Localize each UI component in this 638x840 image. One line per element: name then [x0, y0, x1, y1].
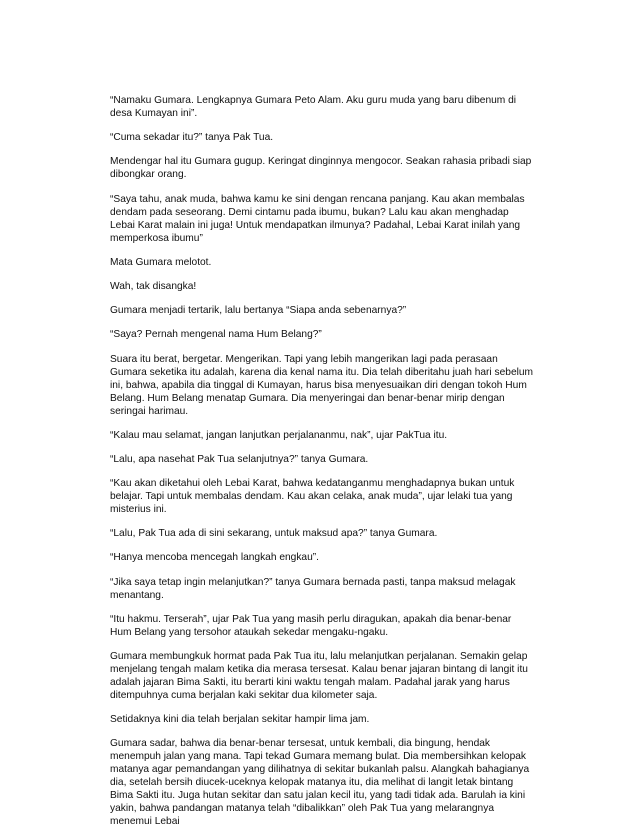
document-body: [110, 94, 535, 840]
paragraph: Mendengar hal itu Gumara gugup. Keringat dinginnya mengocor. Seakan rahasia pribadi siap dibongkar orang.: [110, 156, 532, 181]
paragraph: Mata Gumara melotot.: [110, 256, 212, 268]
paragraph: “Kau akan diketahui oleh Lebai Karat, bahwa kedatanganmu menghadapnya bukan untuk belajar. Tapi untuk membalas dendam. Kau akan celaka, anak muda”, ujar lelaki tua yang misterius ini.: [110, 478, 515, 516]
paragraph: “Kalau mau selamat, jangan lanjutkan perjalananmu, nak”, ujar PakTua itu.: [110, 429, 448, 441]
paragraph: “Saya? Pernah mengenal nama Hum Belang?”: [110, 329, 322, 341]
paragraph: “Jika saya tetap ingin melanjutkan?” tanya Gumara bernada pasti, tanpa maksud melagak menantang.: [110, 576, 516, 601]
paragraph: “Lalu, apa nasehat Pak Tua selanjutnya?” tanya Gumara.: [110, 453, 369, 465]
paragraph: Gumara membungkuk hormat pada Pak Tua itu, lalu melanjutkan perjalanan. Semakin gelap menjelang tengah malam ketika dia merasa tersesat. Kalau benar jajaran bintang di langit itu adalah jajaran Bima Sakti, itu berarti kini waktu tengah malam. Padahal jarak yang harus ditempuhnya cuma berjalan kaki sekitar dua kilometer saja.: [110, 651, 528, 701]
paragraph: Gumara sadar, bahwa dia benar-benar tersesat, untuk kembali, dia bingung, hendak menempuh jalan yang mana. Tapi tekad Gumara memang bulat. Dia membersihkan kelopak matanya agar pemandangan yang dilihatnya di sekitar bukanlah palsu. Alangkah bahagianya dia, setelah bersih diucek-uceknya kelopak matanya itu, dia melihat di langit letak bintang Bima Sakti itu. Juga hutan sekitar dan satu jalan kecil itu, yang tadi tidak ada. Barulah ia kini yakin, bahwa pandangan matanya telah “dibalikkan” oleh Pak Tua yang melarangnya menemui Lebai: [110, 738, 530, 828]
paragraph: Suara itu berat, bergetar. Mengerikan. Tapi yang lebih mangerikan lagi pada perasaan Gumara seketika itu adalah, karena dia kenal nama itu. Dia telah diberitahu juah hari sebelum ini, bahwa, apabila dia tinggal di Kumayan, harus bisa menyesuaikan diri dengan tokoh Hum Belang. Hum Belang menatap Gumara. Dia menyeringai dan benar-benar mirip dengan seringai harimau.: [110, 353, 534, 417]
paragraph: Gumara menjadi tertarik, lalu bertanya “Siapa anda sebenarnya?”: [110, 305, 407, 317]
paragraph: “Cuma sekadar itu?” tanya Pak Tua.: [110, 132, 274, 144]
paragraph: Wah, tak disangka!: [110, 280, 197, 292]
paragraph: “Hanya mencoba mencegah langkah engkau”.: [110, 552, 319, 564]
paragraph: “Saya tahu, anak muda, bahwa kamu ke sini dengan rencana panjang. Kau akan membalas dendam pada seseorang. Demi cintamu pada ibumu, bukan? Lalu kau akan menghadap Lebai Karat malain ini juga! Untuk mendapatkan ilmunya? Padahal, Lebai Karat inilah yang memperkosa ibumu”: [110, 193, 525, 244]
paragraph: “Lalu, Pak Tua ada di sini sekarang, untuk maksud apa?” tanya Gumara.: [110, 528, 438, 540]
paragraph: Setidaknya kini dia telah berjalan sekitar hampir lima jam.: [110, 714, 370, 726]
paragraph: “Itu hakmu. Terserah”, ujar Pak Tua yang masih perlu diragukan, apakah dia benar-benar Hum Belang yang tersohor ataukah sekedar mengaku-ngaku.: [110, 613, 512, 638]
paragraph: “Namaku Gumara. Lengkapnya Gumara Peto Alam. Aku guru muda yang baru dibenum di desa Kumayan ini”.: [110, 95, 517, 119]
